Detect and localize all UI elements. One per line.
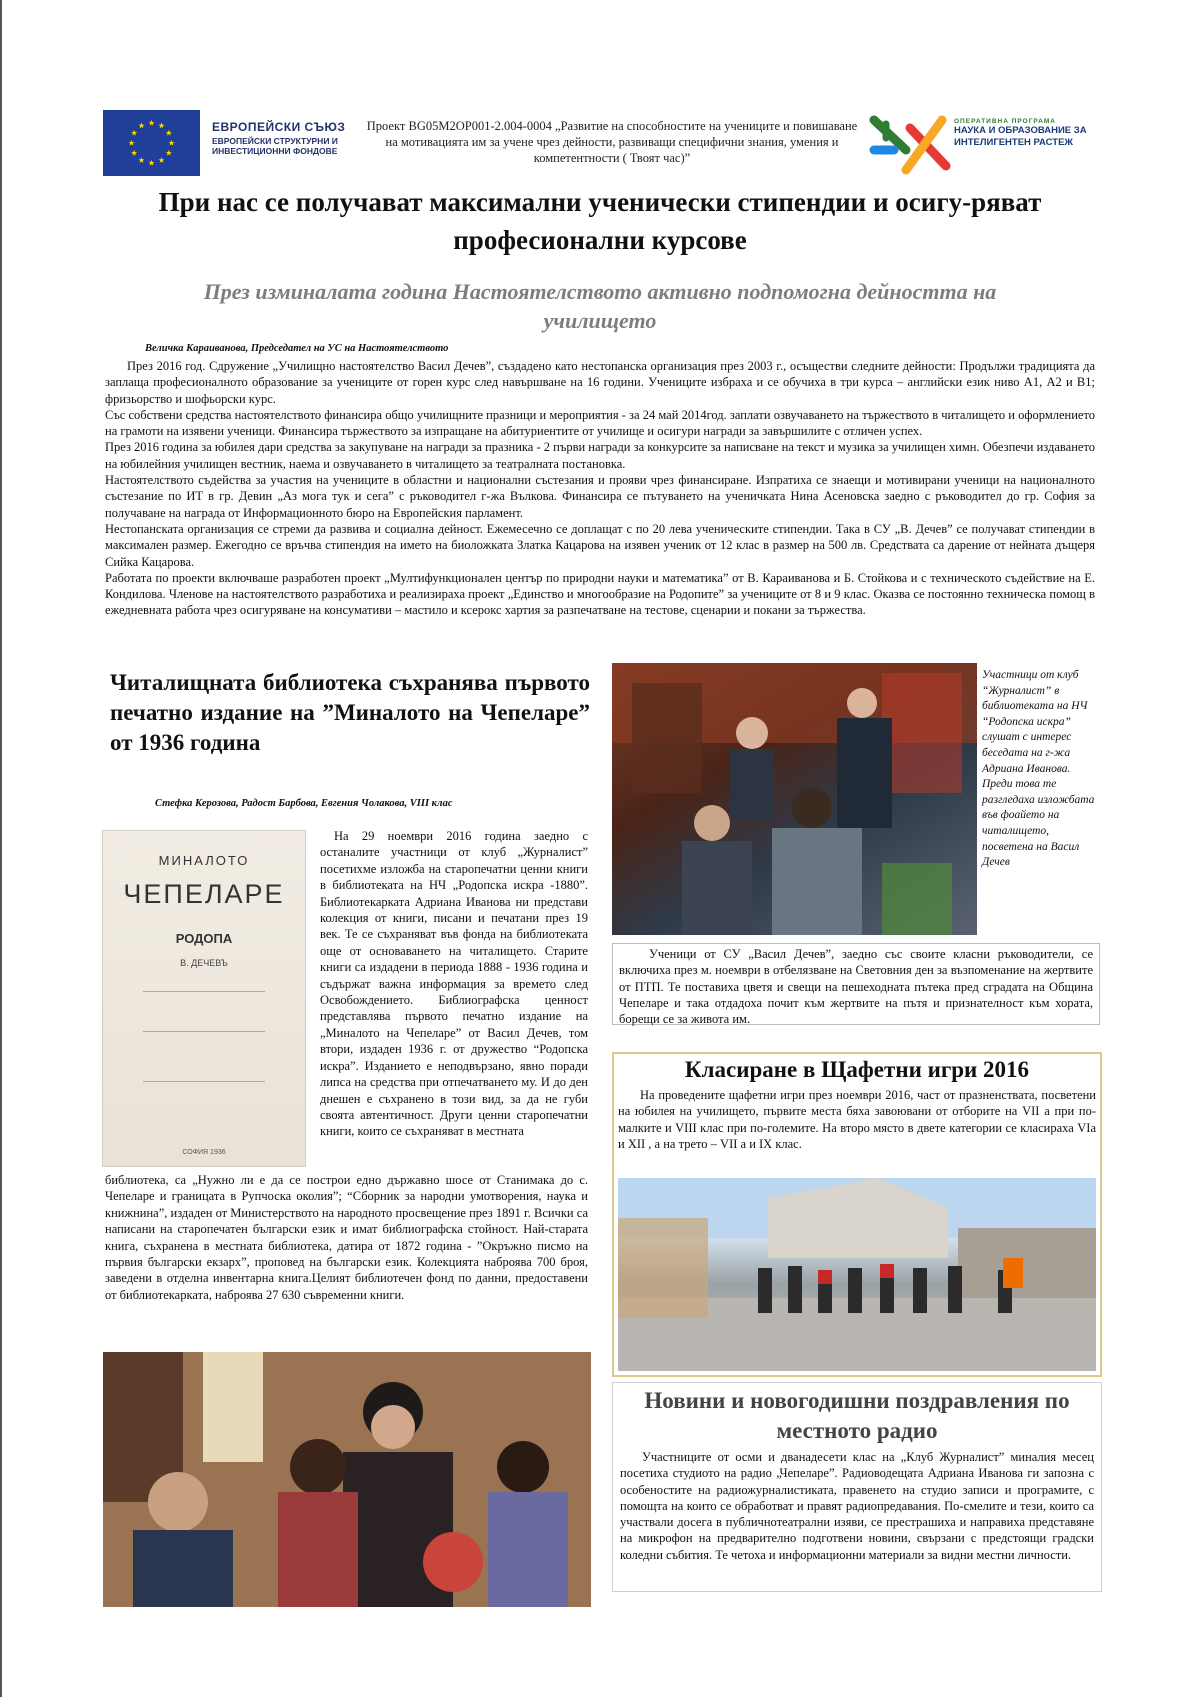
library-headline: Читалищната библиотека съхранява първото печатно издание на ”Миналото на Чепеларе” от 1936 година xyxy=(110,670,590,755)
eu-label xyxy=(212,120,362,156)
operational-programme-label xyxy=(954,118,1134,149)
main-article-body xyxy=(105,358,1095,619)
paragraph: През 2016 год. Сдружение „Училищно настоятелство Васил Дечев”, създадено като нестопанска организация през 2003 г., осъществи следните дейности: Продължи традицията да заплаща професионалното образование за учениците от горен курс след навършване на 16 години. Учениците избраха и се обучиха в три курса – английски език ниво А1, А2 и В1; фризьорство и шофьорски курс. xyxy=(105,359,1095,406)
book-author: В. ДЕЧЕВЪ xyxy=(180,958,228,968)
operational-programme-logo-icon xyxy=(866,110,954,180)
road-victims-note: Ученици от СУ „Васил Дечев”, заедно със своите класни ръководители, се включиха през м. ноември в отбелязване на Световния ден за възпоменание на жертвите от ПТП. Те поставиха цветя и свещи на пешеходната пътека пред сградата на Община Чепеларе и така отдадоха почит към жертвите на пътя и признателност към хората, борещи се за живота им. xyxy=(612,943,1100,1025)
op-small-label: ОПЕРАТИВНА ПРОГРАМА xyxy=(954,118,1056,125)
radio-headline: Новини и новогодишни поздравления по местното радио xyxy=(644,1388,1070,1443)
paragraph: През 2016 година за юбилея дари средства за закупуване на награди за празника - 2 първи награди за конкурсите за написване на текст и музика за училищен химн. Обезпечи издаването на юбилейния училищен вестник, наема и озвучаването в читалището за театралната постановка. xyxy=(105,440,1095,471)
op-title: НАУКА И ОБРАЗОВАНИЕ ЗА ИНТЕЛИГЕНТЕН РАСТЕЖ xyxy=(954,125,1087,148)
paragraph: Със собствени средства настоятелството финансира общо училищните празници и мероприятия - за 24 май 2014год. заплати озвучаването на тържеството в читалището и оформлението на грамоти на изявени ученици. Финансира тържеството за изпращане на абитуриентите от училище и осигури награди за завършилите с отличен успех. xyxy=(105,407,1095,439)
project-description: Проект BG05M2OP001-2.004-0004 „Развитие на способностите на учениците и повишаване на мотивацията им за учене чрез дейности, развиващи специфични знания, умения и компетентности ( Твоят час)” xyxy=(366,119,858,165)
library-visit-photo xyxy=(612,663,977,935)
main-headline: При нас се получават максимални ученически стипендии и осигу-ряват професионални курсове xyxy=(158,187,1042,255)
library-byline: Стефка Керозова, Радост Барбова, Евгения Чолакова, VIII клас xyxy=(155,798,453,809)
book-cover-image xyxy=(102,830,306,1167)
main-byline: Величка Караиванова, Председател на УС на Настоятелството xyxy=(145,343,449,354)
relay-headline: Класиране в Щафетни игри 2016 xyxy=(684,1057,1030,1082)
book-divider xyxy=(143,1081,265,1082)
library-photo-caption: Участници от клуб “Журналист” в библиотеката на НЧ “Родопска искра” слушат с интерес беседата на г-жа Адриана Иванова. Преди това те разгледаха изложбата във фоайето на читалището, посветена на Васил Дечев xyxy=(982,669,1095,869)
paragraph: Работата по проекти включваше разработен проект „Мултифункционален център по природни науки и математика” от В. Караиванова и Б. Стойкова и с техническото съдействие на Е. Кондилова. Членове на настоятелството разработиха и реализираха проект „Единство и многообразие на Родопите” за учениците от 8 и 9 клас. Оказва се постоянно техническа помощ в ежедневната работа чрез осигуряване на консумативи – мастило и ксерокс хартия за разпечатване на тестове, сценарии и покани за тържества. xyxy=(105,570,1095,618)
paragraph: Нестопанската организация се стреми да развива и социална дейност. Ежемесечно се доплащат с по 20 лева ученическите стипендии. Така в СУ „В. Дечев” се получават стипендии в максимален размер. Ежегодно се връчва стипендия на името на биоложката Златка Кацарова на изявен ученик от 12 клас в размер на 500 лв. Средствата са дарение от нейната дъщеря Сийка Кацарова. xyxy=(105,521,1095,569)
book-divider xyxy=(143,991,265,992)
library-article-body: На 29 ноември 2016 година заедно с останалите участници от клуб „Журналист” посетихме изложба на старопечатни ценни книги в библиотеката на НЧ „Родопска искра -1880”. Библиотекарката Адриана Иванова ни представи колекция от книги, писани и печатани през 19 век. Те се съхраняват във фонда на библиотеката още от основаването на читалището. Старите книги са издадени в периода 1888 - 1936 година и съдържат важна информация за времето след Освобождението. Библиографска ценност представлява първото печатно издание на „Миналото на Чепеларе” от Васил Дечев, том втори, издаден 1936 г. от дружество “Родопска искра”. Изданието е неподвързано, явно поради липса на средства при отпечатването му. И до ден днешен е съхранено в този вид, за да не губи своята автентичност. Други ценни старопечатни книги, които се съхраняват в местната xyxy=(320,829,588,1139)
book-divider xyxy=(143,1031,265,1032)
radio-studio-photo xyxy=(103,1352,591,1607)
book-title-line1: МИНАЛОТО xyxy=(158,853,250,868)
eu-flag-icon xyxy=(103,110,200,176)
eu-subtitle: ЕВРОПЕЙСКИ СТРУКТУРНИ И ИНВЕСТИЦИОННИ ФОНДОВЕ xyxy=(212,136,338,156)
book-title-line3: РОДОПА xyxy=(175,931,233,946)
book-imprint: СОФИЯ 1936 xyxy=(182,1149,226,1156)
relay-article-body: На проведените щафетни игри през ноември 2016, част от празненствата, посветени на юбилея на училището, първите места бяха завоювани от отборите на VII а при по-малките и VIII клас при по-големите. На второ място в двете категории се класираха VIа и XII , а на трето – VII а и IX клас. xyxy=(618,1088,1096,1151)
paragraph: Настоятелството съдейства за участия на учениците в областни и национални състезания и прояви чрез финансиране. Изпратиха се знаещи и мотивирани ученици на националното състезание по ИТ в гр. Девин „Аз мога тук и сега” с ръководител г-жа Вълкова. Финансира се пътуването на ученичката Нина Асеновска заедно с ръководител до гр. София за получаване на награда от Информационното бюро на Европейския парламент. xyxy=(105,473,1095,520)
relay-games-photo xyxy=(618,1178,1096,1371)
main-subheadline: През изминалата година Настоятелството активно подпомогна дейността на училището xyxy=(203,279,997,333)
library-article-body-continued: библиотека, са „Нужно ли е да се построи едно държавно шосе от Станимака до с. Чепеларе и границата в Рупчоска околия”; “Сборник за народни умотворения, наука и книжнина”, издаден от Министерството на народното просвещение през 1891 г. Всички са написани на старопечатен български език и имат библиографска стойност. Най-старата книга, съхранена в местната библиотека, датира от 1872 година - ”Окръжно писмо на първия български екзарх”, проповед на български език. Колекцията наброява 700 броя, заведени в отделна инвентарна книга.Целият библиотечен фонд по данни, предоставени от библиотекарката, наброява 27 630 съвременни книги. xyxy=(105,1173,588,1302)
radio-article-body: Участниците от осми и дванадесети клас на „Клуб Журналист” миналия месец посетиха студиото на радио „Чепеларе”. Радиоводещата Адриана Иванова ги запозна с особеностите на радиожурналистиката, правенето на студио записи и програмите, с помощта на които се обработват и правят радиопредавания. По-смелите и тези, които са участвали досега в публичнотеатрални изяви, се престрашиха и направиха представяне на микрофон на предварително подготвени новини, свързани с предстоящи градски коледни събития. Те четоха и информационни материали за видни местни личности. xyxy=(620,1450,1094,1562)
eu-title: ЕВРОПЕЙСКИ СЪЮЗ xyxy=(212,120,346,134)
page-edge xyxy=(0,0,2,1697)
book-title-line2: ЧЕПЕЛАРЕ xyxy=(123,879,285,909)
